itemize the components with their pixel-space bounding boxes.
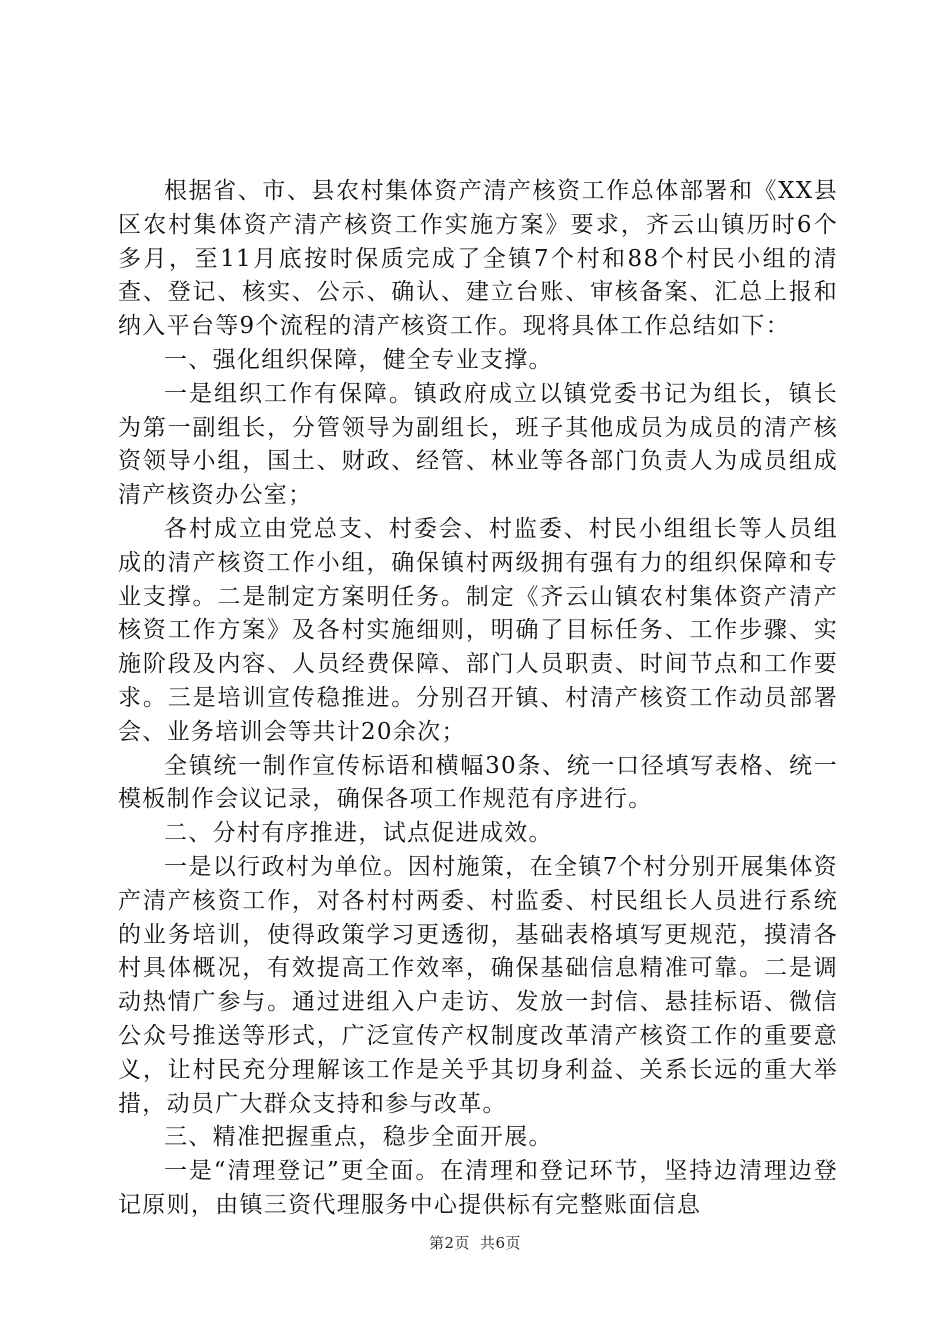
paragraph-intro: 根据省、市、县农村集体资产清产核资工作总体部署和《XX县区农村集体资产清产核资工作实施方案》要求，齐云山镇历时6个多月，至11月底按时保质完成了全镇7个村和88个村民小组的清查、登记、核实、公示、确认、建立台账、审核备案、汇总上报和纳入平台等9个流程的清产核资工作。现将具体工作总结如下： bbox=[118, 178, 838, 340]
paragraph-registration: 一是“清理登记”更全面。在清理和登记环节，坚持边清理边登记原则，由镇三资代理服务中心提供标有完整账面信息 bbox=[118, 1158, 838, 1218]
paragraph-organization: 一是组织工作有保障。镇政府成立以镇党委书记为组长，镇长为第一副组长，分管领导为副组长，班子其他成员为成员的清产核资领导小组，国土、财政、经管、林业等各部门负责人为成员组成清产核资办公室； bbox=[118, 380, 838, 509]
paragraph-publicity: 全镇统一制作宣传标语和横幅30条、统一口径填写表格、统一模板制作会议记录，确保各项工作规范有序进行。 bbox=[118, 752, 838, 813]
document-body bbox=[118, 175, 838, 1223]
section-heading-1: 一、强化组织保障，健全专业支撑。 bbox=[164, 346, 553, 373]
paragraph-village-units: 一是以行政村为单位。因村施策，在全镇7个村分别开展集体资产清产核资工作，对各村村两委、村监委、村民组长人员进行系统的业务培训，使得政策学习更透彻，基础表格填写更规范，摸清各村具体概况，有效提高工作效率，确保基础信息精准可靠。二是调动热情广参与。通过进组入户走访、发放一封信、悬挂标语、微信公众号推送等形式，广泛宣传产权制度改革清产核资工作的重要意义，让村民充分理解该工作是关乎其切身利益、关系长远的重大举措，动员广大群众支持和参与改革。 bbox=[118, 853, 838, 1117]
section-heading-2: 二、分村有序推进，试点促进成效。 bbox=[164, 820, 553, 847]
page-total: 共6页 bbox=[480, 1234, 522, 1252]
section-heading-3: 三、精准把握重点，稳步全面开展。 bbox=[164, 1124, 553, 1151]
page-footer bbox=[0, 1232, 950, 1254]
page-number: 第2页 bbox=[428, 1234, 470, 1252]
paragraph-village-groups: 各村成立由党总支、村委会、村监委、村民小组组长等人员组成的清产核资工作小组，确保镇村两级拥有强有力的组织保障和专业支撑。二是制定方案明任务。制定《齐云山镇农村集体资产清产核资工作方案》及各村实施细则，明确了目标任务、工作步骤、实施阶段及内容、人员经费保障、部门人员职责、时间节点和工作要求。三是培训宣传稳推进。分别召开镇、村清产核资工作动员部署会、业务培训会等共计20余次； bbox=[118, 515, 838, 745]
